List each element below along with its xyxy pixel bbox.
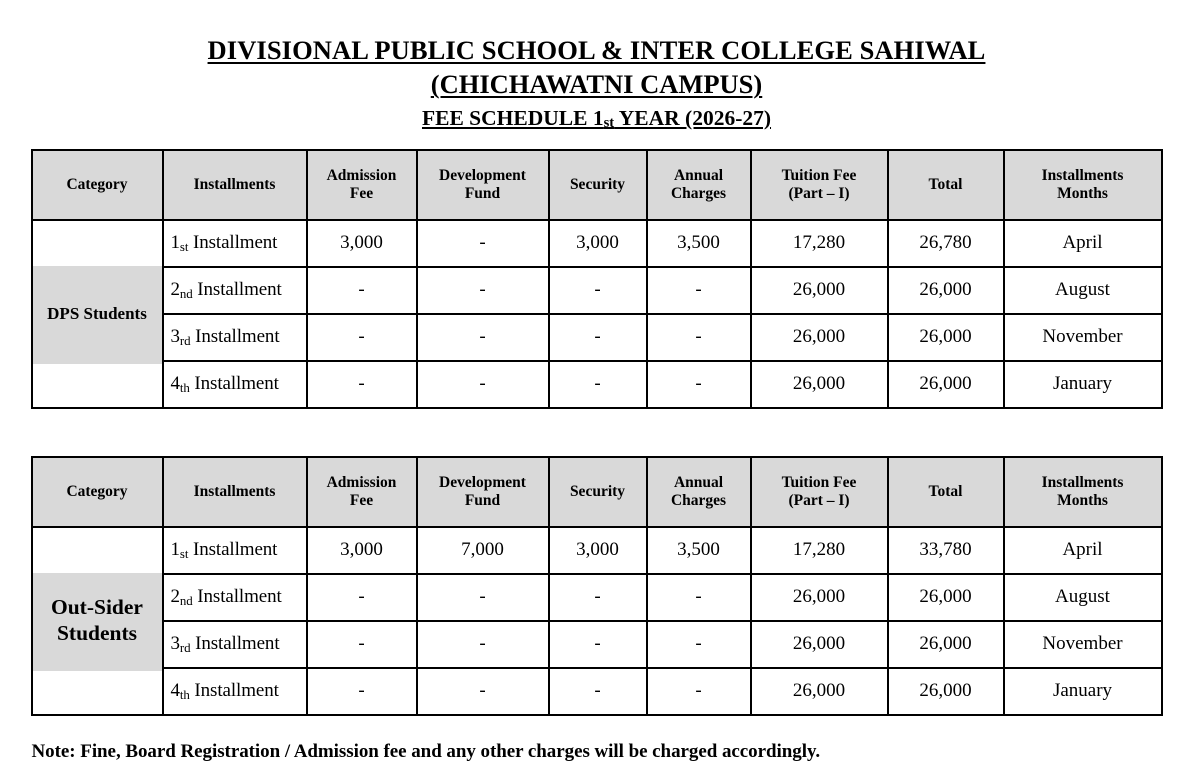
installment-ordinal: rd <box>179 639 191 655</box>
cell-annual-charges: - <box>647 574 751 621</box>
column-header-installments-months-line2: Months <box>1057 491 1108 509</box>
installment-number: 3 <box>170 633 180 655</box>
installment-word: Installment <box>190 326 280 348</box>
cell-total: 26,000 <box>888 267 1004 314</box>
fee-schedule-subtitle <box>0 105 1193 131</box>
installment-number: 1 <box>170 539 180 561</box>
cell-annual-charges: - <box>647 621 751 668</box>
installment-ordinal: st <box>179 238 189 254</box>
cell-annual-charges: 3,500 <box>647 527 751 574</box>
column-header-annual-charges-line1: Annual <box>673 166 724 184</box>
installment-word: Installment <box>189 373 279 395</box>
installment-word: Installment <box>188 232 278 254</box>
cell-development-fund: - <box>417 314 549 361</box>
column-header-total-line1: Total <box>928 482 963 500</box>
footer-note: Note: Fine, Board Registration / Admission fee and any other charges will be charged accordingly. <box>31 740 821 762</box>
column-header-development-fund-line1: Development <box>439 473 526 491</box>
column-header-tuition-fee-line2: (Part – I) <box>788 491 850 509</box>
column-header-annual-charges <box>647 150 751 220</box>
column-header-admission-fee-line2: Fee <box>349 184 374 202</box>
column-header-total <box>888 150 1004 220</box>
column-header-annual-charges-line2: Charges <box>670 184 727 202</box>
category-label-outsider-line2: Students <box>56 620 138 645</box>
cell-total: 26,000 <box>888 668 1004 715</box>
column-header-tuition-fee-line1: Tuition Fee <box>781 473 857 491</box>
column-header-installments-months-line2: Months <box>1057 184 1108 202</box>
column-header-development-fund-line2: Fund <box>464 184 501 202</box>
column-header-tuition-fee <box>751 457 888 527</box>
column-header-category <box>32 150 163 220</box>
installment-ordinal: rd <box>179 332 191 348</box>
cell-installment-month: April <box>1004 220 1162 267</box>
cell-tuition-fee: 26,000 <box>751 314 888 361</box>
cell-total: 26,000 <box>888 361 1004 408</box>
category-label-outsider-line1: Out-Sider <box>51 595 143 620</box>
fee-schedule-subtitle-post: YEAR (2026-27) <box>614 105 772 130</box>
column-header-total-line1: Total <box>928 175 963 193</box>
cell-tuition-fee: 26,000 <box>751 267 888 314</box>
installment-label <box>163 668 307 715</box>
table-row <box>32 314 1162 361</box>
cell-tuition-fee: 26,000 <box>751 574 888 621</box>
column-header-category <box>32 457 163 527</box>
fee-schedule-subtitle-pre: FEE SCHEDULE 1 <box>421 105 604 130</box>
cell-tuition-fee: 26,000 <box>751 621 888 668</box>
cell-security: 3,000 <box>549 527 647 574</box>
table-header-row <box>32 457 1162 527</box>
cell-installment-month: January <box>1004 361 1162 408</box>
cell-annual-charges: - <box>647 314 751 361</box>
category-label-dps: DPS Students <box>47 303 147 323</box>
column-header-total <box>888 457 1004 527</box>
installment-number: 2 <box>170 279 180 301</box>
column-header-installments <box>163 457 307 527</box>
installment-ordinal: th <box>179 686 190 702</box>
document-header <box>0 0 1193 131</box>
installment-word: Installment <box>192 586 282 608</box>
installment-label <box>163 621 307 668</box>
cell-admission-fee: 3,000 <box>307 220 417 267</box>
installment-label <box>163 267 307 314</box>
cell-development-fund: - <box>417 621 549 668</box>
installment-number: 1 <box>170 232 180 254</box>
cell-development-fund: - <box>417 361 549 408</box>
installment-ordinal: nd <box>179 285 193 301</box>
column-header-installments-months <box>1004 150 1162 220</box>
column-header-admission-fee <box>307 457 417 527</box>
column-header-admission-fee-line1: Admission <box>326 166 397 184</box>
column-header-development-fund-line2: Fund <box>464 491 501 509</box>
cell-admission-fee: - <box>307 267 417 314</box>
cell-development-fund: - <box>417 267 549 314</box>
installment-number: 4 <box>170 680 180 702</box>
column-header-category-line1: Category <box>66 175 128 193</box>
column-header-annual-charges <box>647 457 751 527</box>
cell-total: 26,780 <box>888 220 1004 267</box>
cell-tuition-fee: 17,280 <box>751 527 888 574</box>
cell-annual-charges: - <box>647 267 751 314</box>
column-header-installments <box>163 150 307 220</box>
table-row <box>32 621 1162 668</box>
cell-security: - <box>549 267 647 314</box>
cell-development-fund: - <box>417 668 549 715</box>
column-header-development-fund <box>417 150 549 220</box>
cell-tuition-fee: 17,280 <box>751 220 888 267</box>
column-header-installments-months-line1: Installments <box>1041 166 1124 184</box>
installment-label <box>163 220 307 267</box>
table-row <box>32 668 1162 715</box>
installment-label <box>163 361 307 408</box>
column-header-annual-charges-line1: Annual <box>673 473 724 491</box>
column-header-annual-charges-line2: Charges <box>670 491 727 509</box>
cell-total: 33,780 <box>888 527 1004 574</box>
cell-security: - <box>549 668 647 715</box>
installment-number: 2 <box>170 586 180 608</box>
cell-annual-charges: 3,500 <box>647 220 751 267</box>
installment-word: Installment <box>190 633 280 655</box>
installment-label <box>163 574 307 621</box>
dps-students-fee-table <box>31 149 1163 409</box>
table-row <box>32 267 1162 314</box>
cell-annual-charges: - <box>647 361 751 408</box>
cell-total: 26,000 <box>888 621 1004 668</box>
installment-word: Installment <box>192 279 282 301</box>
installment-label <box>163 314 307 361</box>
installment-ordinal: st <box>179 545 189 561</box>
column-header-admission-fee-line1: Admission <box>326 473 397 491</box>
column-header-development-fund <box>417 457 549 527</box>
outsider-students-table-container <box>0 456 1193 716</box>
column-header-installments-line1: Installments <box>193 175 276 193</box>
fee-schedule-subtitle-ordinal: st <box>603 115 615 132</box>
school-name-title: DIVISIONAL PUBLIC SCHOOL & INTER COLLEGE SAHIWAL <box>207 35 986 65</box>
column-header-category-line1: Category <box>66 482 128 500</box>
installment-number: 4 <box>170 373 180 395</box>
cell-admission-fee: - <box>307 314 417 361</box>
table-row <box>32 220 1162 267</box>
cell-total: 26,000 <box>888 574 1004 621</box>
cell-development-fund: - <box>417 220 549 267</box>
cell-installment-month: January <box>1004 668 1162 715</box>
outsider-students-fee-table <box>31 456 1163 716</box>
column-header-security <box>549 150 647 220</box>
cell-admission-fee: - <box>307 668 417 715</box>
cell-security: - <box>549 574 647 621</box>
table-row <box>32 361 1162 408</box>
dps-students-table-container <box>0 149 1193 409</box>
cell-admission-fee: - <box>307 361 417 408</box>
category-cell-outsider <box>32 527 163 715</box>
cell-installment-month: August <box>1004 574 1162 621</box>
cell-installment-month: August <box>1004 267 1162 314</box>
column-header-tuition-fee-line1: Tuition Fee <box>781 166 857 184</box>
cell-tuition-fee: 26,000 <box>751 361 888 408</box>
cell-development-fund: - <box>417 574 549 621</box>
cell-security: 3,000 <box>549 220 647 267</box>
column-header-security-line1: Security <box>569 482 626 500</box>
category-cell-dps <box>32 220 163 408</box>
cell-security: - <box>549 621 647 668</box>
cell-admission-fee: 3,000 <box>307 527 417 574</box>
column-header-installments-line1: Installments <box>193 482 276 500</box>
cell-security: - <box>549 361 647 408</box>
column-header-security <box>549 457 647 527</box>
cell-admission-fee: - <box>307 574 417 621</box>
installment-word: Installment <box>188 539 278 561</box>
column-header-installments-months-line1: Installments <box>1041 473 1124 491</box>
cell-installment-month: April <box>1004 527 1162 574</box>
installment-number: 3 <box>170 326 180 348</box>
cell-total: 26,000 <box>888 314 1004 361</box>
column-header-tuition-fee-line2: (Part – I) <box>788 184 850 202</box>
installment-word: Installment <box>189 680 279 702</box>
table-header-row <box>32 150 1162 220</box>
cell-installment-month: November <box>1004 314 1162 361</box>
column-header-tuition-fee <box>751 150 888 220</box>
cell-security: - <box>549 314 647 361</box>
cell-tuition-fee: 26,000 <box>751 668 888 715</box>
cell-annual-charges: - <box>647 668 751 715</box>
cell-installment-month: November <box>1004 621 1162 668</box>
column-header-installments-months <box>1004 457 1162 527</box>
table-row <box>32 574 1162 621</box>
installment-ordinal: th <box>179 379 190 395</box>
campus-name-title: (CHICHAWATNI CAMPUS) <box>430 69 763 100</box>
column-header-development-fund-line1: Development <box>439 166 526 184</box>
column-header-admission-fee-line2: Fee <box>349 491 374 509</box>
cell-development-fund: 7,000 <box>417 527 549 574</box>
cell-admission-fee: - <box>307 621 417 668</box>
column-header-security-line1: Security <box>569 175 626 193</box>
column-header-admission-fee <box>307 150 417 220</box>
installment-ordinal: nd <box>179 592 193 608</box>
table-row <box>32 527 1162 574</box>
installment-label <box>163 527 307 574</box>
